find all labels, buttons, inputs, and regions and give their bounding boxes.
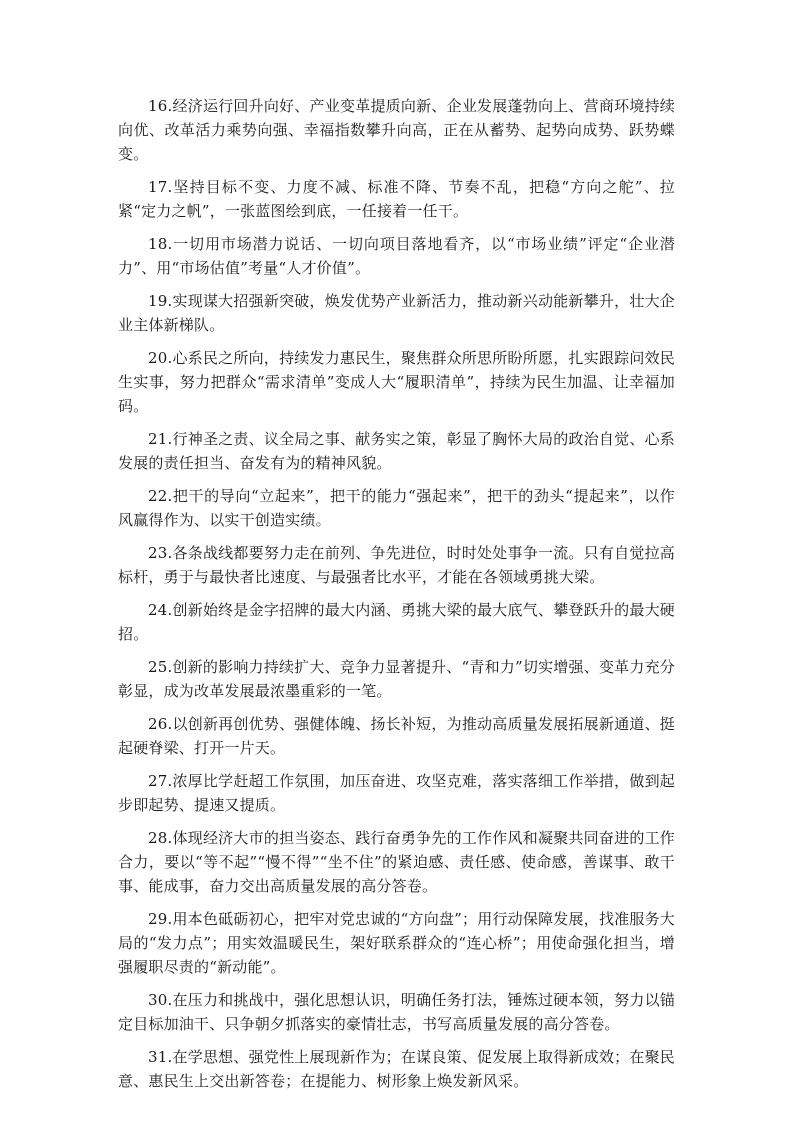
paragraph-17: 17.坚持目标不变、力度不减、标准不降、节奏不乱，把稳“方向之舵”、拉紧“定力之帆”，一张蓝图绘到底，一任接着一任干。 bbox=[118, 178, 675, 220]
paragraph-20: 20.心系民之所向，持续发力惠民生，聚焦群众所思所盼所愿，扎实跟踪问效民生实事，努力把群众“需求清单”变成人大“履职清单”，持续为民生加温、让幸福加码。 bbox=[118, 349, 675, 415]
paragraph-26: 26.以创新再创优势、强健体魄、扬长补短，为推动高质量发展拓展新通道、挺起硬脊梁、打开一片天。 bbox=[118, 715, 675, 757]
paragraph-19: 19.实现谋大招强新突破，焕发优势产业新活力，推动新兴动能新攀升，壮大企业主体新梯队。 bbox=[118, 292, 675, 334]
paragraph-28: 28.体现经济大市的担当姿态、践行奋勇争先的工作作风和凝聚共同奋进的工作合力，要以“等不起”“慢不得”“坐不住”的紧迫感、责任感、使命感，善谋事、敢干事、能成事，奋力交出高质量发展的高分答卷。 bbox=[118, 829, 675, 895]
paragraph-21: 21.行神圣之责、议全局之事、献务实之策，彰显了胸怀大局的政治自觉、心系发展的责任担当、奋发有为的精神风貌。 bbox=[118, 430, 675, 472]
paragraph-27: 27.浓厚比学赶超工作氛围，加压奋进、攻坚克难，落实落细工作举措，做到起步即起势、提速又提质。 bbox=[118, 772, 675, 814]
paragraph-31: 31.在学思想、强党性上展现新作为；在谋良策、促发展上取得新成效；在聚民意、惠民生上交出新答卷；在提能力、树形象上焕发新风采。 bbox=[118, 1048, 675, 1090]
paragraph-22: 22.把干的导向“立起来”，把干的能力“强起来”，把干的劲头“提起来”，以作风赢得作为、以实干创造实绩。 bbox=[118, 487, 675, 529]
paragraph-16: 16.经济运行回升向好、产业变革提质向新、企业发展蓬勃向上、营商环境持续向优、改革活力乘势向强、幸福指数攀升向高，正在从蓄势、起势向成势、跃势蝶变。 bbox=[118, 97, 675, 163]
paragraph-25: 25.创新的影响力持续扩大、竞争力显著提升、“青和力”切实增强、变革力充分彰显，成为改革发展最浓墨重彩的一笔。 bbox=[118, 658, 675, 700]
paragraph-24: 24.创新始终是金字招牌的最大内涵、勇挑大梁的最大底气、攀登跃升的最大硬招。 bbox=[118, 601, 675, 643]
paragraph-30: 30.在压力和挑战中，强化思想认识，明确任务打法，锤炼过硬本领，努力以锚定目标加油干、只争朝夕抓落实的豪情壮志，书写高质量发展的高分答卷。 bbox=[118, 991, 675, 1033]
document-body bbox=[118, 94, 675, 1102]
paragraph-29: 29.用本色砥砺初心，把牢对党忠诚的“方向盘”；用行动保障发展，找准服务大局的“发力点”；用实效温暖民生，架好联系群众的“连心桥”；用使命强化担当，增强履职尽责的“新动能”。 bbox=[118, 910, 675, 976]
paragraph-23: 23.各条战线都要努力走在前列、争先进位，时时处处事争一流。只有自觉拉高标杆，勇于与最快者比速度、与最强者比水平，才能在各领域勇挑大梁。 bbox=[118, 544, 675, 586]
paragraph-18: 18.一切用市场潜力说话、一切向项目落地看齐，以“市场业绩”评定“企业潜力”、用“市场估值”考量“人才价值”。 bbox=[118, 235, 675, 277]
